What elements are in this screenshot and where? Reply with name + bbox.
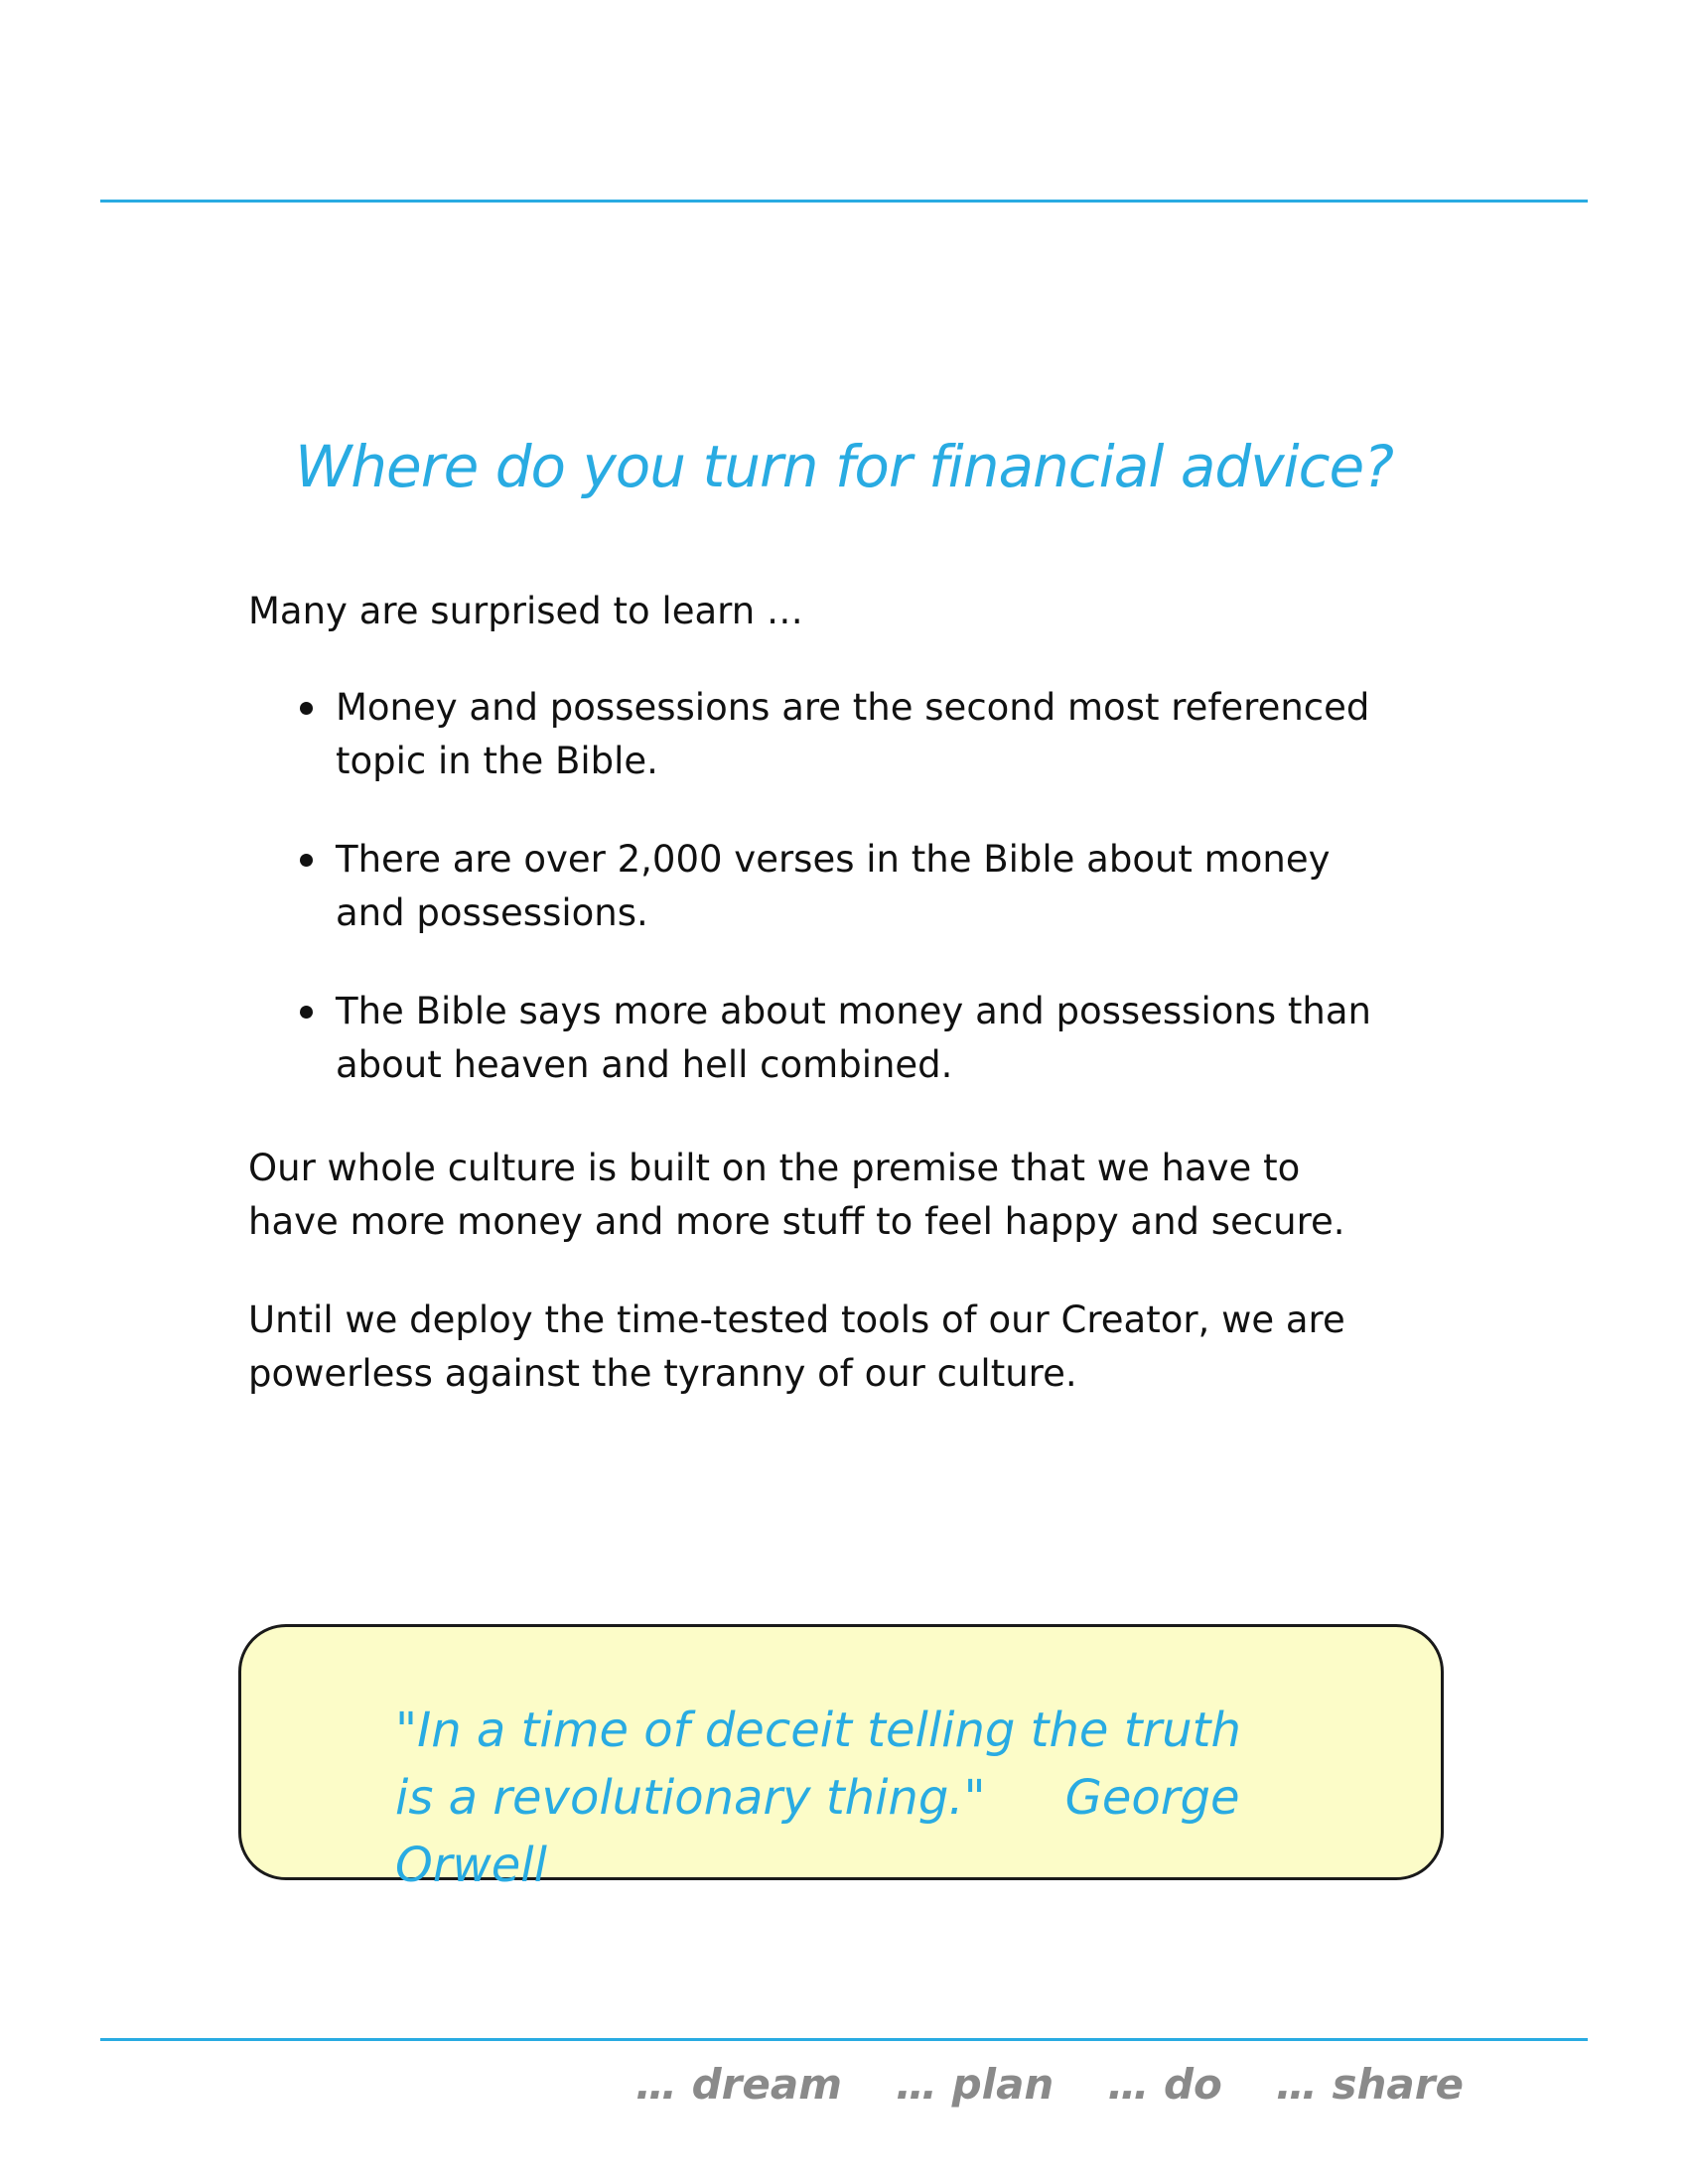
footer-tagline: [635, 2060, 1529, 2109]
list-item: [248, 833, 1410, 940]
page-title: Where do you turn for financial advice?: [294, 433, 1394, 500]
quote-author: George Orwell: [395, 1770, 1240, 1893]
list-item-text: The Bible says more about money and possessions than about heaven and hell combined.: [336, 990, 1371, 1086]
bottom-divider: [100, 2038, 1588, 2041]
footer-plan: … plan: [896, 2060, 1055, 2109]
quote-text: "In a time of deceit telling the truth is a revolutionary thing.": [395, 1703, 1241, 1826]
top-divider: [100, 200, 1588, 203]
footer-share: … share: [1275, 2060, 1464, 2109]
list-item-text: Money and possessions are the second most referenced topic in the Bible.: [336, 686, 1370, 782]
bullet-icon: [300, 1006, 313, 1019]
list-item-text: There are over 2,000 verses in the Bible about money and possessions.: [336, 838, 1331, 934]
footer-dream: … dream: [635, 2060, 842, 2109]
creator-paragraph: Until we deploy the time-tested tools of our Creator, we are powerless against the tyranny of our culture.: [248, 1298, 1345, 1395]
list-item: [248, 681, 1410, 788]
quote-box: [238, 1624, 1444, 1893]
footer-do: … do: [1107, 2060, 1222, 2109]
bullet-icon: [300, 854, 313, 867]
bullet-list: [248, 681, 1410, 1137]
list-item: [248, 985, 1410, 1092]
quote: [395, 1697, 1289, 1899]
culture-paragraph: Our whole culture is built on the premise that we have to have more money and more stuff to feel happy and secure.: [248, 1147, 1345, 1243]
bullet-icon: [300, 702, 313, 715]
intro-text: Many are surprised to learn …: [248, 590, 803, 632]
